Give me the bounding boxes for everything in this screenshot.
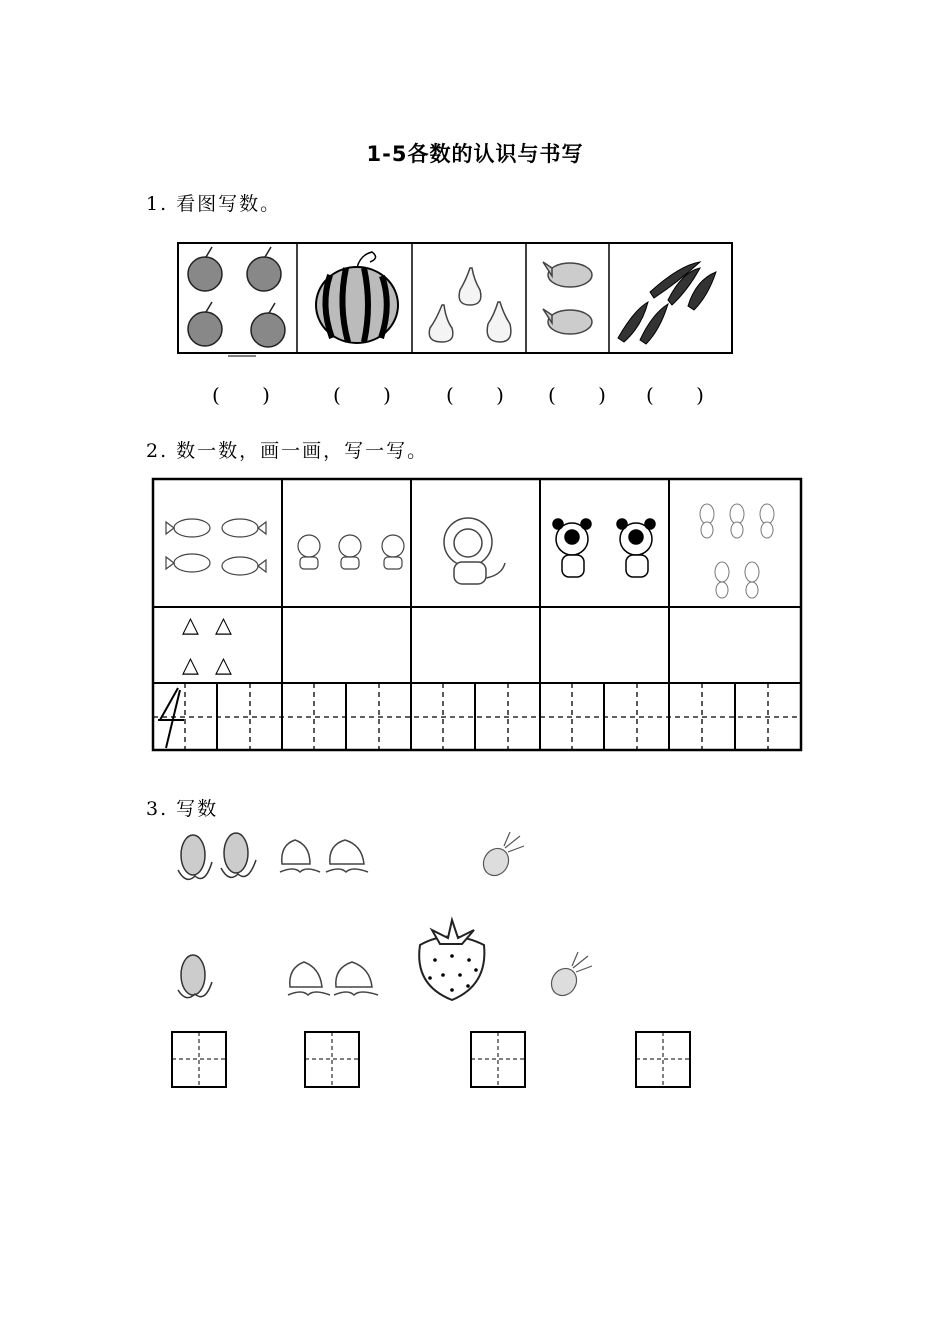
pineapple-icon <box>479 832 592 1000</box>
answer-blank-4[interactable]: ( ) <box>548 383 624 407</box>
question-2-label: 2. 数一数，画一画，写一写。 <box>146 440 429 462</box>
corn-icon <box>178 833 256 998</box>
writing-box <box>172 1032 690 1087</box>
question-3-label: 3. 写数 <box>146 798 219 820</box>
answer-blank-1[interactable]: ( ) <box>212 383 288 407</box>
strawberry-icon <box>419 920 484 1000</box>
answer-blank-5[interactable]: ( ) <box>646 383 722 407</box>
triangle-mark-1: △ <box>182 613 199 638</box>
answer-blank-3[interactable]: ( ) <box>446 383 522 407</box>
page-title: 1-5各数的认识与书写 <box>366 142 584 166</box>
triangle-mark-2: △ <box>215 613 232 638</box>
question-1-label: 1. 看图写数。 <box>146 193 282 215</box>
triangle-mark-3: △ <box>182 653 199 678</box>
triangle-mark-4: △ <box>215 653 232 678</box>
peach-icon <box>280 840 378 995</box>
answer-blank-2[interactable]: ( ) <box>333 383 409 407</box>
